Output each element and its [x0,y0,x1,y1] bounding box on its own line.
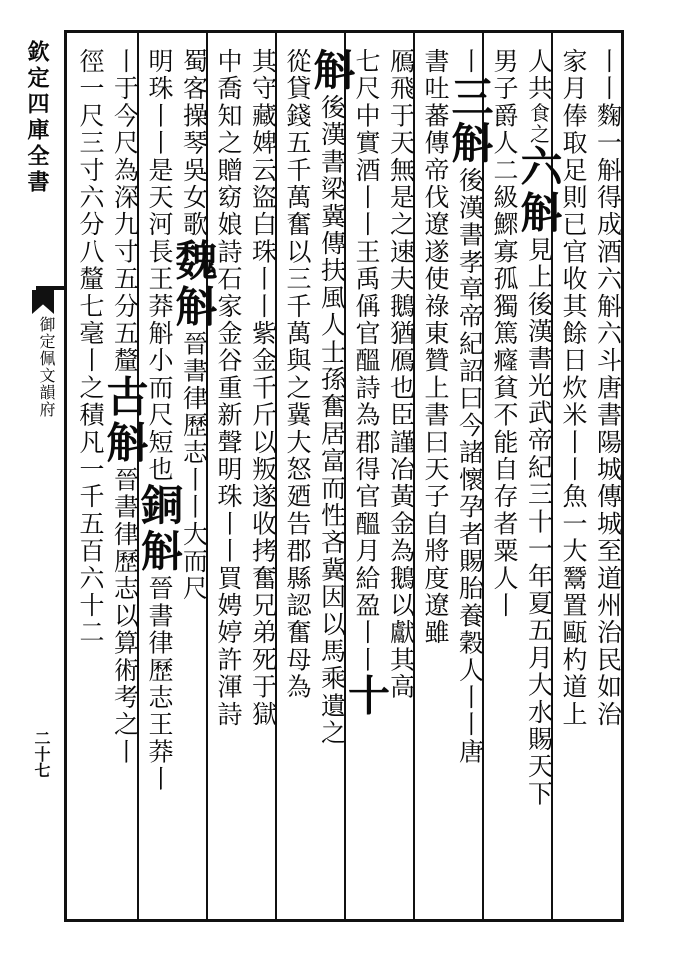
column-text: 男子爵人二級鰥寡孤獨篤癃貧不能自存者粟人丨 [490,48,519,620]
column-text: 食之 [526,102,551,145]
fish-tail-mark [32,290,54,314]
column-text: 丨之積凡一千五百六十二 [76,347,105,647]
column-text: 人共 [524,48,554,103]
column-text: 七尺中實酒丨丨王禹偁官醞詩為郡得官醞月給盈丨丨 [352,48,381,674]
column-text: 見上後漢書光武帝紀三十一年夏五月大水賜天下 [524,236,554,808]
column-text: 丨 [455,48,485,76]
text-column [514,48,564,918]
text-column [342,48,391,918]
text-column [70,48,110,918]
text-column [277,48,317,918]
column-text: 晉書律歷志以算術考之丨 [110,466,140,766]
column-text: 徑一尺三寸六分八釐七毫 [76,48,105,348]
text-column [445,48,495,918]
column-text: 長王莽斛小而尺短也 [145,238,174,484]
column-text: 書吐蕃傳帝伐遼遂使祿東贊上書曰天子自將度遼雖 [421,48,450,647]
heading-entry: 六斛 [514,144,564,237]
column-text: 明珠丨丨是天河 [145,48,174,239]
heading-entry: 銅斛 [135,483,184,576]
heading-entry: 三斛 [445,75,495,168]
text-column [381,48,421,918]
column-text: 晉書律歷志丨丨大而尺 [179,330,209,603]
text-column [208,48,248,918]
column-text: 後漢書孝章帝紀詔曰今諸懷孕者賜胎養穀人丨丨唐 [455,167,485,766]
margin-title: 欽定四庫全書 [24,40,50,196]
page-number: 二十七 [32,730,51,778]
column-text: 後漢書梁冀傳扶風人士孫奮居富而性吝冀因以馬乘遺之 [317,94,347,747]
heading-entry: 古斛 [100,374,150,467]
heading-entry: 十 [342,673,391,720]
heading-entry: 斛 [307,48,357,94]
column-text: 從貸錢五千萬奮以三千萬與之冀大怒廼告郡縣認奮母為 [283,48,312,701]
text-column [588,48,628,918]
column-text: 蜀客操琴吳女歌 [179,48,209,239]
text-column [484,48,524,918]
column-text: 丨丨麴一斛得成酒六斛六斗唐書陽城傳城至道州治民如治 [593,48,623,728]
text-column [100,48,150,918]
column-text: 丨于今尺為深九寸五分五釐 [110,48,140,375]
margin-subtitle: 御定佩文韻府 [37,316,56,418]
heading-entry: 魏斛 [169,238,219,331]
column-text: 其守藏婢云盜白珠丨丨紫金千斤以叛遂收拷奮兄弟死于獄 [248,48,278,728]
column-text: 晉書律歷志王莽丨 [145,575,174,793]
column-text: 鴈飛于天無是之速夫鵝猶鴈也臣謹冶黃金為鵝以獻其高 [386,48,416,701]
column-text: 中喬知之贈窈娘詩石家金谷重新聲明珠丨丨買娉婷許渾詩 [214,48,243,728]
text-column [135,48,184,918]
column-text: 家月俸取足則已官收其餘日炊米丨丨魚一大鬵置甌杓道上 [559,48,588,728]
fish-tail-bar [36,286,64,290]
text-column [415,48,455,918]
text-column [243,48,283,918]
text-column [307,48,357,918]
